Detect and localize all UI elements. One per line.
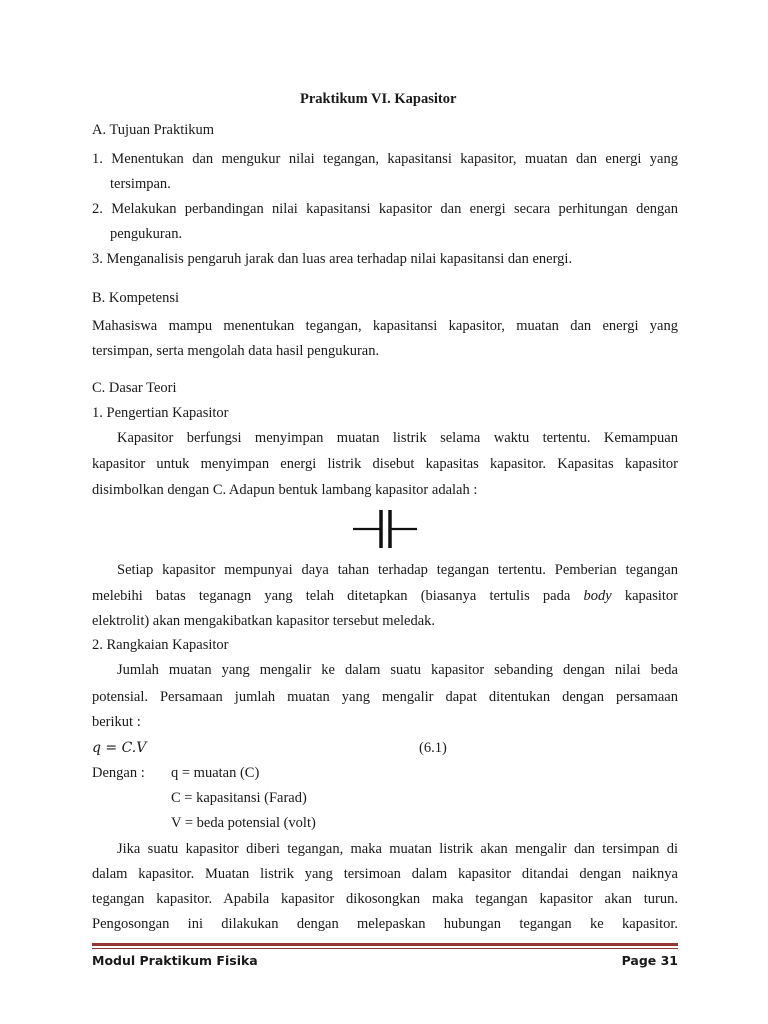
paragraph-line: dalam kapasitor. Muatan listrik yang tersimoan dalam kapasitor ditandai dengan naiknya (92, 866, 678, 882)
footer-title: Modul Praktikum Fisika (92, 953, 258, 968)
dengan-label: Dengan : (92, 765, 145, 781)
equation-number: (6.1) (419, 740, 447, 756)
paragraph-line: elektrolit) akan mengakibatkan kapasitor tersebut meledak. (92, 613, 436, 629)
paragraph-line: potensial. Persamaan jumlah muatan yang mengalir dapat ditentukan dengan persamaan (92, 689, 678, 705)
capacitor-symbol-icon (350, 508, 420, 550)
list-item: 1. Menentukan dan mengukur nilai tegangan, kapasitansi kapasitor, muatan dan energi yang (92, 151, 678, 167)
paragraph-line: kapasitor untuk menyimpan energi listrik disebut kapasitas kapasitor. Kapasitas kapasitor (92, 456, 678, 472)
section-c-heading: C. Dasar Teori (92, 380, 177, 396)
page-number: Page 31 (621, 953, 678, 968)
emphasis-body: body (583, 588, 612, 604)
footer-rule-thin (92, 948, 678, 949)
paragraph-line: Setiap kapasitor mempunyai daya tahan terhadap tegangan tertentu. Pemberian tegangan (117, 562, 678, 578)
paragraph-line: Mahasiswa mampu menentukan tegangan, kapasitansi kapasitor, muatan dan energi yang (92, 318, 678, 334)
paragraph-line: Kapasitor berfungsi menyimpan muatan listrik selama waktu tertentu. Kemampuan (117, 430, 678, 446)
list-item-cont: pengukuran. (110, 226, 183, 242)
subheading: 2. Rangkaian Kapasitor (92, 637, 229, 653)
paragraph-line: berikut : (92, 714, 141, 730)
paragraph-line (92, 587, 678, 605)
paragraph-line: tersimpan, serta mengolah data hasil pengukuran. (92, 343, 380, 359)
list-item-cont: tersimpan. (110, 176, 171, 192)
paragraph-line: disimbolkan dengan C. Adapun bentuk lambang kapasitor adalah : (92, 482, 478, 498)
subheading: 1. Pengertian Kapasitor (92, 405, 229, 421)
list-item: 2. Melakukan perbandingan nilai kapasitansi kapasitor dan energi secara perhitungan dengan (92, 201, 678, 217)
paragraph-line: Pengosongan ini dilakukan dengan melepaskan hubungan tegangan ke kapasitor. (92, 916, 678, 932)
definition-item: q = muatan (C) (171, 765, 260, 781)
text-run: kapasitor (624, 588, 679, 604)
list-item: 3. Menganalisis pengaruh jarak dan luas area terhadap nilai kapasitansi dan energi. (92, 251, 573, 267)
section-a-heading: A. Tujuan Praktikum (92, 122, 215, 138)
page-title: Praktikum VI. Kapasitor (300, 91, 457, 107)
paragraph-line: tegangan kapasitor. Apabila kapasitor dikosongkan maka tegangan kapasitor akan turun. (92, 891, 678, 907)
paragraph-line: Jika suatu kapasitor diberi tegangan, maka muatan listrik akan mengalir dan tersimpan di (117, 841, 678, 857)
footer-rule (92, 943, 678, 946)
section-b-heading: B. Kompetensi (92, 290, 179, 306)
equation: q = C.V (92, 740, 147, 756)
definition-item: V = beda potensial (volt) (171, 815, 316, 831)
paragraph-line: Jumlah muatan yang mengalir ke dalam suatu kapasitor sebanding dengan nilai beda (117, 662, 678, 678)
definition-item: C = kapasitansi (Farad) (171, 790, 307, 806)
text-run: melebihi batas teganagn yang telah ditetapkan (biasanya tertulis pada (92, 588, 571, 604)
